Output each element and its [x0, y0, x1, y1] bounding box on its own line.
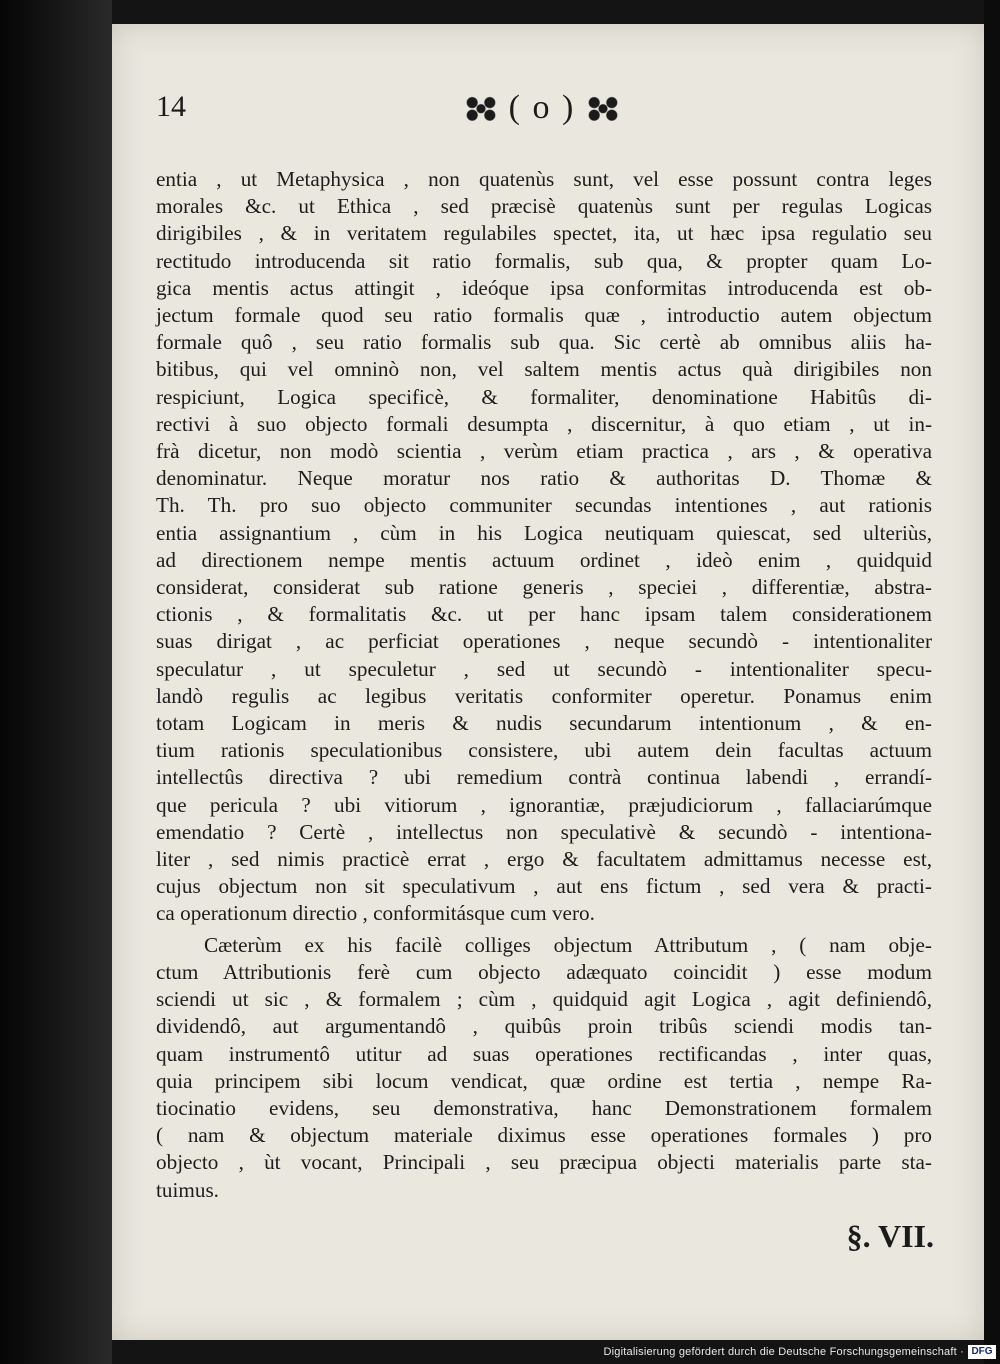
text-line: quam instrumentô utitur ad suas operationes rectificandas , inter quas,	[156, 1041, 932, 1066]
catchword: §. VII.	[846, 1218, 934, 1254]
text-line: ctionis , & formalitatis &c. ut per hanc ipsam talem considerationem	[156, 602, 932, 627]
book-page	[112, 24, 984, 1340]
text-line: entia , ut Metaphysica , non quatenùs sunt, vel esse possunt contra leges	[156, 167, 932, 191]
text-line: bitibus, qui vel omninò non, vel saltem mentis actus quà dirigibiles non	[156, 357, 932, 382]
text-line: gica mentis actus attingit , ideóque ipsa conformitas introducenda est ob-	[156, 275, 932, 300]
text-line: landò regulis ac legibus veritatis conformiter operetur. Ponamus enim	[156, 683, 932, 708]
dfg-logo: DFG	[968, 1345, 996, 1359]
header-center-mark: ( o )	[508, 89, 576, 126]
fleuron-right-icon	[581, 90, 625, 126]
text-line: Cæterùm ex his facilè colliges objectum Attributum , ( nam obje-	[204, 932, 932, 957]
text-line: speculatur , ut speculetur , sed ut secundò - intentionaliter specu-	[156, 656, 932, 681]
header-ornament	[442, 84, 642, 132]
scan-left-edge	[0, 0, 112, 1364]
text-line: respiciunt, Logica specificè, & formaliter, denominatione Habitûs di-	[156, 384, 932, 409]
digitization-credit: Digitalisierung gefördert durch die Deutsche Forschungsgemeinschaft ·	[603, 1346, 964, 1358]
text-line: intellectûs directiva ? ubi remedium contrà continua labendi , errandí-	[156, 765, 932, 790]
text-line: ad directionem nempe mentis actuum ordinet , ideò enim , quidquid	[156, 547, 932, 572]
text-line: totam Logicam in meris & nudis secundarum intentionum , & en-	[156, 711, 932, 736]
text-line: considerat, considerat sub ratione generis , speciei , differentiæ, abstra-	[156, 575, 932, 600]
text-line: morales &c. ut Ethica , sed præcisè quatenùs sunt per regulas Logicas	[156, 194, 932, 219]
text-line: sciendi ut sic , & formalem ; cùm , quidquid agit Logica , agit definiendô,	[156, 987, 932, 1012]
text-line: cujus objectum non sit speculativum , aut ens fictum , sed vera & practi-	[156, 874, 932, 899]
text-line: entia assignantium , cùm in his Logica neutiquam quiescat, sed ulteriùs,	[156, 520, 932, 545]
text-line: denominatur. Neque moratur nos ratio & authoritas D. Thomæ &	[156, 466, 932, 491]
text-line: dirigibiles , & in veritatem regulabiles spectet, ita, ut hæc ipsa regulatio seu	[156, 221, 932, 246]
text-line: suas dirigat , ac perficiat operationes , neque secundò - intentionaliter	[156, 629, 932, 654]
text-line: formale quô , seu ratio formalis sub qua. Sic certè ab omnibus aliis ha-	[156, 330, 932, 355]
text-line: liter , sed nimis practicè errat , ergo & facultatem admittamus necesse est,	[156, 847, 932, 872]
text-line: objecto , ùt vocant, Principali , seu præcipua objecti materialis parte sta-	[156, 1150, 932, 1175]
text-line: ( nam & objectum materiale diximus esse operationes formales ) pro	[156, 1123, 932, 1148]
text-line: tium rationis speculationibus consistere, ubi autem dein facultas actuum	[156, 738, 932, 763]
text-line: Th. Th. pro suo objecto communiter secundas intentiones , aut rationis	[156, 493, 932, 518]
fleuron-left-icon	[459, 90, 503, 126]
text-line: emendatio ? Certè , intellectus non speculativè & secundò - intentiona-	[156, 819, 932, 844]
text-line: rectivi à suo objecto formali desumpta , discernitur, à quo etiam , ut in-	[156, 411, 932, 436]
text-line: ctum Attributionis ferè cum objecto adæquato coincidit ) esse modum	[156, 959, 932, 984]
text-line: jectum formale quod seu ratio formalis quæ , introductio autem objectum	[156, 303, 932, 328]
text-line: que pericula ? ubi vitiorum , ignorantiæ, præjudiciorum , fallaciarúmque	[156, 792, 932, 817]
text-line: frà dicetur, non modò scientia , verùm etiam practica , ars , & operativa	[156, 439, 932, 464]
text-line: rectitudo introducenda sit ratio formalis, sub qua, & propter quam Lo-	[156, 248, 932, 273]
text-line: tuimus.	[156, 1177, 219, 1202]
text-line: tiocinatio evidens, seu demonstrativa, hanc Demonstrationem formalem	[156, 1095, 932, 1120]
text-line: dividendô, aut argumentandô , quibûs proin tribûs sciendi modis tan-	[156, 1014, 932, 1039]
text-line: quia principem sibi locum vendicat, quæ ordine est tertia , nempe Ra-	[156, 1068, 932, 1093]
body-text	[156, 166, 932, 1204]
page-number: 14	[156, 90, 186, 123]
scan-right-edge	[984, 0, 1000, 1364]
text-line: ca operationum directio , conformitásque cum vero.	[156, 901, 595, 926]
